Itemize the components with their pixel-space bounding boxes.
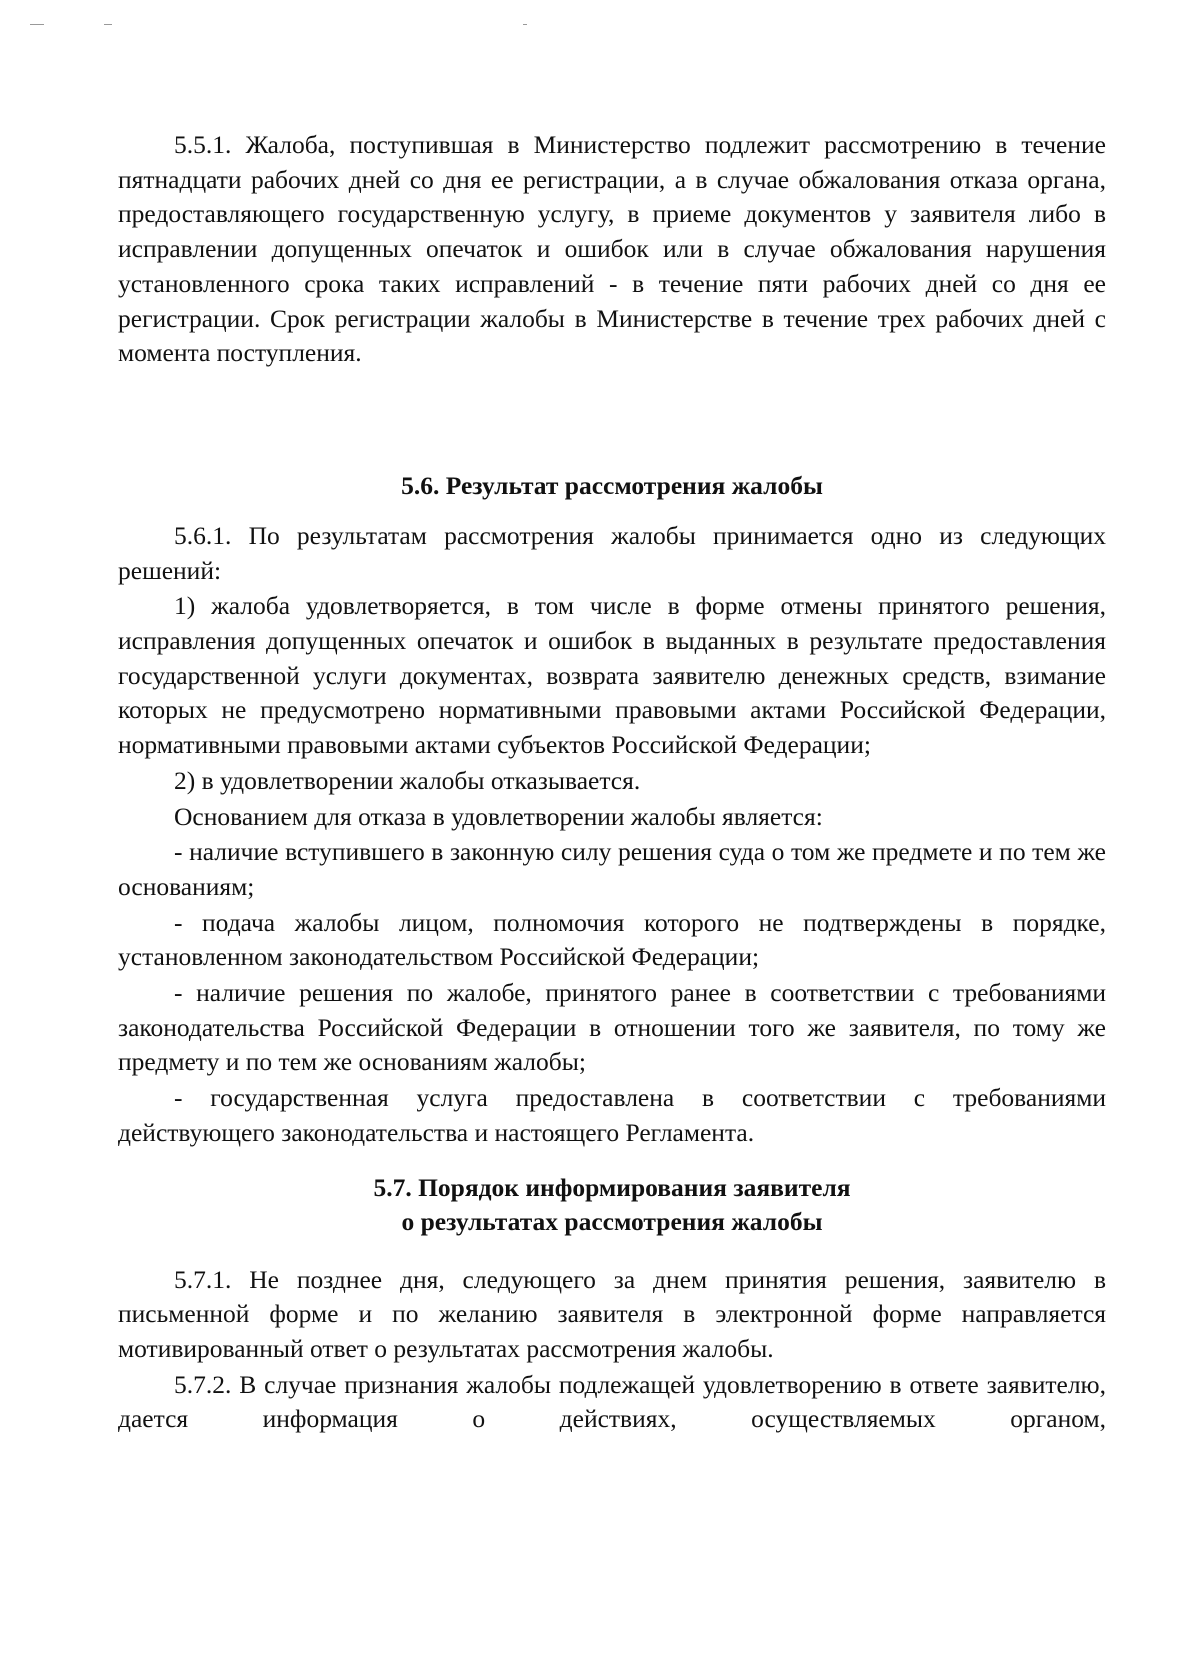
paragraph-5-6-1: 5.6.1. По результатам рассмотрения жалобы принимается одно из следующих решений: [118, 520, 1106, 585]
section-heading-5-6: 5.6. Результат рассмотрения жалобы [401, 470, 823, 500]
paragraph-5-7-1: 5.7.1. Не позднее дня, следующего за днем принятия решения, заявителю в письменной форме и по желанию заявителя в электронной форме направляется мотивированный ответ о результатах рассмотрения жалобы. [118, 1264, 1106, 1363]
section-heading-5-7 [118, 1171, 1106, 1239]
decision-item-1: 1) жалоба удовлетворяется, в том числе в форме отмены принятого решения, исправления допущенных опечаток и ошибок в выданных в результате предоставления государственной услуги документах, возврата заявителю денежных средств, взимание которых не предусмотрено нормативными правовыми актами Российской Федерации, нормативными правовыми актами субъектов Российской Федерации; [118, 591, 1106, 760]
section-heading-5-7-line-2: о результатах рассмотрения жалобы [401, 1206, 823, 1236]
paragraph-5-7-2: 5.7.2. В случае признания жалобы подлежащей удовлетворению в ответе заявителю, дается информация о действиях, осуществляемых органом, [118, 1369, 1106, 1434]
scan-artifact-left [30, 24, 44, 25]
refusal-grounds-intro: Основанием для отказа в удовлетворении жалобы является: [174, 801, 823, 831]
refusal-ground-3: - наличие решения по жалобе, принятого ранее в соответствии с требованиями законодательства Российской Федерации в отношении того же заявителя, по тому же предмету и по тем же основаниям жалобы; [118, 978, 1106, 1077]
refusal-ground-4: - государственная услуга предоставлена в соответствии с требованиями действующего законодательства и настоящего Регламента. [118, 1083, 1106, 1147]
scan-artifact-right [523, 24, 527, 25]
paragraph-5-5-1: 5.5.1. Жалоба, поступившая в Министерство подлежит рассмотрению в течение пятнадцати рабочих дней со дня ее регистрации, а в случае обжалования отказа органа, предоставляющего государственную услугу, в приеме документов у заявителя либо в исправлении допущенных опечаток и ошибок или в случае обжалования нарушения установленного срока таких исправлений - в течение пяти рабочих дней со дня ее регистрации. Срок регистрации жалобы в Министерстве в течение трех рабочих дней с момента поступления. [118, 130, 1106, 368]
refusal-ground-1: - наличие вступившего в законную силу решения суда о том же предмете и по тем же основаниям; [118, 837, 1106, 901]
decision-item-2: 2) в удовлетворении жалобы отказывается. [174, 765, 641, 795]
scan-artifact-mid [104, 24, 112, 25]
refusal-ground-2: - подача жалобы лицом, полномочия которого не подтверждены в порядке, установленном законодательством Российской Федерации; [118, 907, 1106, 972]
section-heading-5-7-line-1: 5.7. Порядок информирования заявителя [373, 1172, 851, 1202]
document-page [118, 128, 1106, 1437]
